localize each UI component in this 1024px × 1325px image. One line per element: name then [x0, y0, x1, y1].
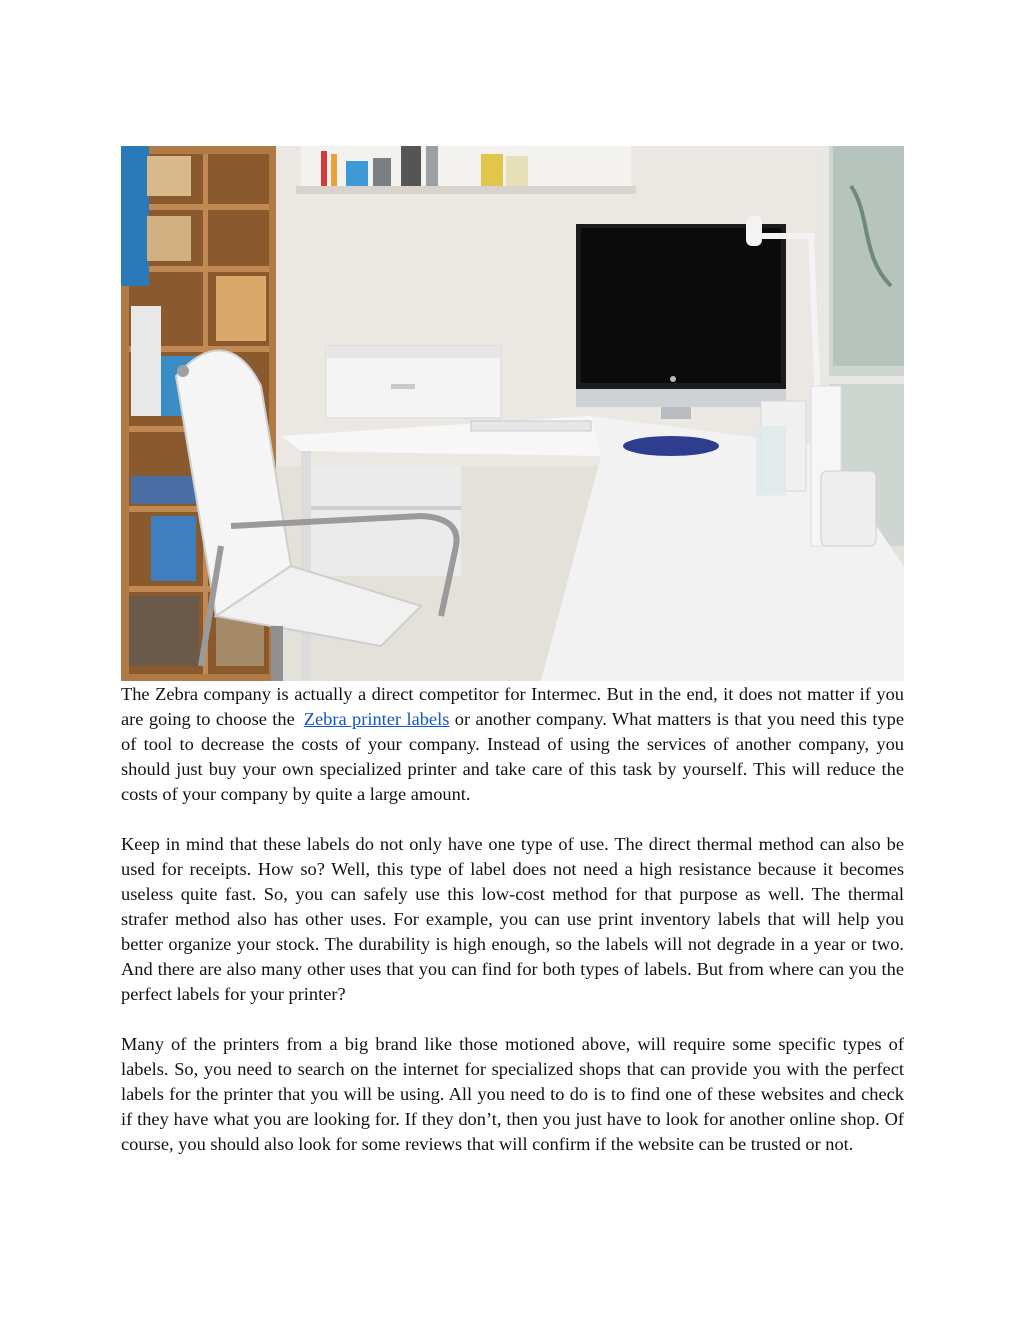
document-page	[121, 146, 904, 1157]
paragraph-1	[121, 682, 904, 807]
paragraph-2: Keep in mind that these labels do not only have one type of use. The direct thermal method can also be used for receipts. How so? Well, this type of label does not need a high resistance because it becomes useless quite fast. So, you can safely use this low-cost method for that purpose as well. The thermal strafer method also has other uses. For example, you can use print inventory labels that will help you better organize your stock. The durability is high enough, so the labels will not degrade in a year or two. And there are also many other uses that you can find for both types of labels. But from where can you the perfect labels for your printer?	[121, 834, 904, 1004]
mousepad	[623, 436, 719, 456]
paragraph-3: Many of the printers from a big brand like those motioned above, will require some specific types of labels. So, you need to search on the internet for specialized shops that can provide you with the perfect labels for the printer that you will be using. All you need to do is to find one of these websites and check if they have what you are looking for. If they don’t, then you just have to look for another online shop. Of course, you should also look for some reviews that will confirm if the website can be trusted or not.	[121, 1034, 904, 1154]
paragraph-1-text-after: or another company. What matters is that you need this type of tool to decrease the costs of your company. Instead of using the services of another company, you should just buy your own specialized printer and take care of this task by yourself. This will reduce the costs of your company by quite a large amount.	[121, 709, 904, 804]
paragraph-1-text-before: The Zebra company is actually a direct competitor for Intermec. But in the end, it does not matter if you are going to choose the	[121, 684, 904, 729]
wall-shelf	[296, 146, 636, 194]
office-desk-photo	[121, 146, 904, 681]
imac-monitor	[576, 224, 786, 419]
canon-printer	[326, 346, 501, 418]
keyboard	[471, 421, 591, 431]
zebra-printer-labels-link[interactable]: Zebra printer labels	[303, 709, 450, 729]
